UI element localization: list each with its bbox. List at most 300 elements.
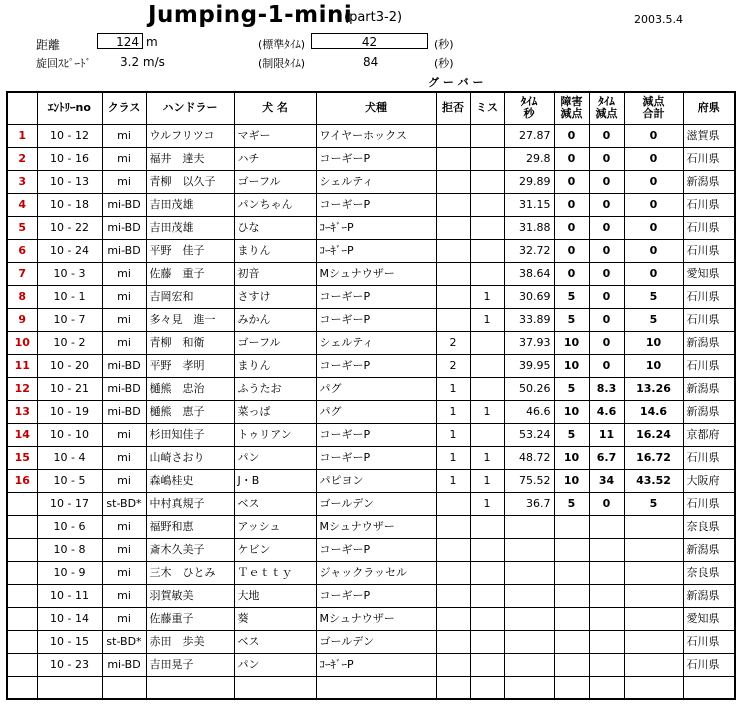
obstacle-fault-cell: 10 xyxy=(554,400,589,423)
results-table xyxy=(6,91,736,700)
time-fault-cell xyxy=(589,676,624,699)
entry-cell: 10 - 23 xyxy=(37,653,102,676)
time-cell: 46.6 xyxy=(504,400,554,423)
time-cell: 53.24 xyxy=(504,423,554,446)
breed-cell: コーギーP xyxy=(316,285,436,308)
refusal-cell xyxy=(436,262,470,285)
rank-cell: 2 xyxy=(7,147,37,170)
rank-cell xyxy=(7,630,37,653)
refusal-cell xyxy=(436,630,470,653)
class-cell: mi-BD xyxy=(102,653,146,676)
prefecture-cell: 石川県 xyxy=(683,653,735,676)
handler-cell: 福井 達夫 xyxy=(146,147,234,170)
miss-cell xyxy=(470,630,504,653)
miss-cell xyxy=(470,147,504,170)
time-fault-cell: 4.6 xyxy=(589,400,624,423)
class-cell: mi xyxy=(102,446,146,469)
dog-name-cell: ふうたお xyxy=(234,377,316,400)
dog-name-cell xyxy=(234,676,316,699)
table-row xyxy=(7,676,735,699)
table-header-row xyxy=(7,92,735,124)
handler-cell: 樋熊 恵子 xyxy=(146,400,234,423)
time-cell: 32.72 xyxy=(504,239,554,262)
table-row xyxy=(7,538,735,561)
rank-cell xyxy=(7,538,37,561)
miss-cell xyxy=(470,216,504,239)
prefecture-cell: 石川県 xyxy=(683,308,735,331)
table-row xyxy=(7,630,735,653)
obstacle-fault-cell: 0 xyxy=(554,124,589,147)
refusal-cell xyxy=(436,607,470,630)
table-row xyxy=(7,308,735,331)
entry-cell: 10 - 13 xyxy=(37,170,102,193)
entry-cell: 10 - 4 xyxy=(37,446,102,469)
time-cell: 31.88 xyxy=(504,216,554,239)
breed-cell: Mシュナウザー xyxy=(316,607,436,630)
total-fault-cell xyxy=(624,561,683,584)
entry-cell: 10 - 17 xyxy=(37,492,102,515)
time-cell: 37.93 xyxy=(504,331,554,354)
table-row xyxy=(7,423,735,446)
limit-time-label: (制限ﾀｲﾑ) xyxy=(258,57,306,70)
miss-cell xyxy=(470,607,504,630)
standard-time-value: 42 xyxy=(311,33,428,49)
rank-cell xyxy=(7,515,37,538)
time-fault-cell xyxy=(589,607,624,630)
rank-cell xyxy=(7,676,37,699)
total-fault-cell xyxy=(624,584,683,607)
handler-cell: 福野和恵 xyxy=(146,515,234,538)
refusal-cell xyxy=(436,584,470,607)
time-fault-cell xyxy=(589,653,624,676)
prefecture-cell: 石川県 xyxy=(683,216,735,239)
time-fault-cell xyxy=(589,515,624,538)
handler-cell: 吉岡宏和 xyxy=(146,285,234,308)
entry-cell: 10 - 3 xyxy=(37,262,102,285)
time-cell xyxy=(504,607,554,630)
dog-name-cell: マギー xyxy=(234,124,316,147)
refusal-cell xyxy=(436,216,470,239)
total-fault-cell: 0 xyxy=(624,124,683,147)
speed-label: 旋回ｽﾋﾟｰﾄﾞ xyxy=(36,57,91,70)
miss-cell: 1 xyxy=(470,469,504,492)
class-cell: mi xyxy=(102,584,146,607)
dog-name-cell: 大地 xyxy=(234,584,316,607)
total-fault-cell: 0 xyxy=(624,170,683,193)
entry-cell: 10 - 22 xyxy=(37,216,102,239)
entry-cell: 10 - 18 xyxy=(37,193,102,216)
handler-cell: 吉田茂雄 xyxy=(146,216,234,239)
table-row xyxy=(7,193,735,216)
handler-cell: 佐藤重子 xyxy=(146,607,234,630)
prefecture-cell: 京都府 xyxy=(683,423,735,446)
miss-cell xyxy=(470,170,504,193)
breed-cell: ｺｰｷﾞｰP xyxy=(316,216,436,239)
total-fault-cell: 10 xyxy=(624,331,683,354)
dog-name-cell: アッシュ xyxy=(234,515,316,538)
dog-name-cell: ハチ xyxy=(234,147,316,170)
refusal-cell xyxy=(436,285,470,308)
refusal-cell xyxy=(436,492,470,515)
group-label: グ ー バ ー xyxy=(428,76,484,89)
header-prefecture: 府県 xyxy=(683,92,735,124)
time-cell xyxy=(504,515,554,538)
dog-name-cell: 初音 xyxy=(234,262,316,285)
limit-time-unit: (秒) xyxy=(434,57,454,70)
time-cell xyxy=(504,584,554,607)
breed-cell: パグ xyxy=(316,377,436,400)
speed-value: 3.2 m/s xyxy=(120,55,165,69)
dog-name-cell: パン xyxy=(234,653,316,676)
total-fault-cell xyxy=(624,653,683,676)
class-cell: mi-BD xyxy=(102,216,146,239)
time-cell: 31.15 xyxy=(504,193,554,216)
obstacle-fault-cell: 10 xyxy=(554,446,589,469)
dog-name-cell: ベス xyxy=(234,630,316,653)
class-cell: mi xyxy=(102,331,146,354)
time-fault-cell xyxy=(589,538,624,561)
total-fault-cell xyxy=(624,630,683,653)
time-cell xyxy=(504,676,554,699)
refusal-cell: 2 xyxy=(436,354,470,377)
rank-cell xyxy=(7,492,37,515)
distance-unit: m xyxy=(146,35,158,49)
refusal-cell: 1 xyxy=(436,377,470,400)
time-cell: 48.72 xyxy=(504,446,554,469)
time-fault-cell: 0 xyxy=(589,239,624,262)
time-fault-cell: 0 xyxy=(589,170,624,193)
class-cell: mi xyxy=(102,607,146,630)
refusal-cell: 1 xyxy=(436,446,470,469)
dog-name-cell: パン xyxy=(234,446,316,469)
refusal-cell xyxy=(436,147,470,170)
class-cell: mi-BD xyxy=(102,239,146,262)
prefecture-cell: 石川県 xyxy=(683,446,735,469)
obstacle-fault-cell: 0 xyxy=(554,147,589,170)
class-cell: mi xyxy=(102,469,146,492)
refusal-cell xyxy=(436,676,470,699)
total-fault-cell xyxy=(624,676,683,699)
obstacle-fault-cell: 0 xyxy=(554,216,589,239)
refusal-cell: 1 xyxy=(436,400,470,423)
header-refusal: 拒否 xyxy=(436,92,470,124)
prefecture-cell: 奈良県 xyxy=(683,515,735,538)
time-cell: 38.64 xyxy=(504,262,554,285)
rank-cell: 16 xyxy=(7,469,37,492)
obstacle-fault-cell xyxy=(554,676,589,699)
entry-cell: 10 - 19 xyxy=(37,400,102,423)
entry-cell: 10 - 15 xyxy=(37,630,102,653)
prefecture-cell: 新潟県 xyxy=(683,377,735,400)
refusal-cell: 1 xyxy=(436,423,470,446)
time-fault-cell xyxy=(589,561,624,584)
dog-name-cell: ひな xyxy=(234,216,316,239)
rank-cell: 9 xyxy=(7,308,37,331)
rank-cell xyxy=(7,607,37,630)
miss-cell: 1 xyxy=(470,285,504,308)
time-fault-cell xyxy=(589,630,624,653)
time-cell: 29.8 xyxy=(504,147,554,170)
prefecture-cell xyxy=(683,676,735,699)
miss-cell xyxy=(470,653,504,676)
handler-cell: 青柳 以久子 xyxy=(146,170,234,193)
header-dog: 犬 名 xyxy=(234,92,316,124)
time-fault-cell: 34 xyxy=(589,469,624,492)
prefecture-cell: 奈良県 xyxy=(683,561,735,584)
handler-cell: 多々見 進一 xyxy=(146,308,234,331)
miss-cell: 1 xyxy=(470,308,504,331)
refusal-cell xyxy=(436,561,470,584)
table-row xyxy=(7,400,735,423)
total-fault-cell: 0 xyxy=(624,216,683,239)
time-cell: 33.89 xyxy=(504,308,554,331)
breed-cell: Mシュナウザー xyxy=(316,515,436,538)
entry-cell: 10 - 7 xyxy=(37,308,102,331)
miss-cell xyxy=(470,354,504,377)
header-time: ﾀｲﾑ 秒 xyxy=(504,92,554,124)
breed-cell: ジャックラッセル xyxy=(316,561,436,584)
dog-name-cell: トゥリアン xyxy=(234,423,316,446)
dog-name-cell: J・B xyxy=(234,469,316,492)
obstacle-fault-cell xyxy=(554,653,589,676)
table-row xyxy=(7,561,735,584)
total-fault-cell: 0 xyxy=(624,147,683,170)
breed-cell: コーギーP xyxy=(316,308,436,331)
prefecture-cell: 石川県 xyxy=(683,354,735,377)
handler-cell: 杉田知佳子 xyxy=(146,423,234,446)
obstacle-fault-cell: 5 xyxy=(554,423,589,446)
prefecture-cell: 石川県 xyxy=(683,630,735,653)
obstacle-fault-cell: 5 xyxy=(554,377,589,400)
table-row xyxy=(7,492,735,515)
breed-cell: ｺｰｷﾞｰP xyxy=(316,653,436,676)
rank-cell: 14 xyxy=(7,423,37,446)
breed-cell: ｺｰｷﾞｰP xyxy=(316,239,436,262)
total-fault-cell: 43.52 xyxy=(624,469,683,492)
time-cell: 30.69 xyxy=(504,285,554,308)
class-cell: mi xyxy=(102,285,146,308)
header-time-fault: ﾀｲﾑ 減点 xyxy=(589,92,624,124)
time-fault-cell: 0 xyxy=(589,193,624,216)
obstacle-fault-cell xyxy=(554,607,589,630)
rank-cell xyxy=(7,584,37,607)
refusal-cell xyxy=(436,124,470,147)
time-fault-cell: 0 xyxy=(589,124,624,147)
event-date: 2003.5.4 xyxy=(634,13,683,26)
entry-cell: 10 - 20 xyxy=(37,354,102,377)
total-fault-cell: 5 xyxy=(624,308,683,331)
handler-cell: 吉田晃子 xyxy=(146,653,234,676)
breed-cell: ゴールデン xyxy=(316,630,436,653)
entry-cell xyxy=(37,676,102,699)
refusal-cell: 2 xyxy=(436,331,470,354)
obstacle-fault-cell: 0 xyxy=(554,262,589,285)
header-rank xyxy=(7,92,37,124)
miss-cell xyxy=(470,515,504,538)
class-cell xyxy=(102,676,146,699)
class-cell: mi xyxy=(102,538,146,561)
entry-cell: 10 - 9 xyxy=(37,561,102,584)
prefecture-cell: 新潟県 xyxy=(683,584,735,607)
class-cell: st-BD* xyxy=(102,630,146,653)
rank-cell: 4 xyxy=(7,193,37,216)
class-cell: mi-BD xyxy=(102,354,146,377)
handler-cell: 佐藤 重子 xyxy=(146,262,234,285)
miss-cell xyxy=(470,124,504,147)
dog-name-cell: 葵 xyxy=(234,607,316,630)
breed-cell: パグ xyxy=(316,400,436,423)
header-total-fault: 減点 合計 xyxy=(624,92,683,124)
obstacle-fault-cell: 10 xyxy=(554,469,589,492)
obstacle-fault-cell xyxy=(554,538,589,561)
time-fault-cell: 6.7 xyxy=(589,446,624,469)
class-cell: mi-BD xyxy=(102,193,146,216)
class-cell: mi-BD xyxy=(102,377,146,400)
total-fault-cell: 10 xyxy=(624,354,683,377)
refusal-cell xyxy=(436,239,470,262)
time-fault-cell: 0 xyxy=(589,331,624,354)
time-fault-cell xyxy=(589,584,624,607)
miss-cell xyxy=(470,584,504,607)
entry-cell: 10 - 21 xyxy=(37,377,102,400)
entry-cell: 10 - 8 xyxy=(37,538,102,561)
time-cell: 39.95 xyxy=(504,354,554,377)
refusal-cell xyxy=(436,193,470,216)
time-fault-cell: 0 xyxy=(589,285,624,308)
obstacle-fault-cell: 5 xyxy=(554,492,589,515)
obstacle-fault-cell: 5 xyxy=(554,285,589,308)
entry-cell: 10 - 1 xyxy=(37,285,102,308)
page-title: Jumping-1-mini xyxy=(148,2,353,28)
class-cell: mi xyxy=(102,308,146,331)
header-miss: ミス xyxy=(470,92,504,124)
miss-cell xyxy=(470,561,504,584)
prefecture-cell: 石川県 xyxy=(683,285,735,308)
time-cell: 29.89 xyxy=(504,170,554,193)
time-fault-cell: 0 xyxy=(589,492,624,515)
miss-cell xyxy=(470,676,504,699)
obstacle-fault-cell: 0 xyxy=(554,170,589,193)
handler-cell: 斎木久美子 xyxy=(146,538,234,561)
breed-cell: コーギーP xyxy=(316,193,436,216)
handler-cell: 中村真規子 xyxy=(146,492,234,515)
time-fault-cell: 0 xyxy=(589,354,624,377)
prefecture-cell: 新潟県 xyxy=(683,400,735,423)
total-fault-cell: 5 xyxy=(624,492,683,515)
rank-cell: 3 xyxy=(7,170,37,193)
dog-name-cell: まりん xyxy=(234,239,316,262)
rank-cell: 7 xyxy=(7,262,37,285)
standard-time-label: (標準ﾀｲﾑ) xyxy=(258,38,306,51)
handler-cell: 平野 佳子 xyxy=(146,239,234,262)
dog-name-cell: パンちゃん xyxy=(234,193,316,216)
total-fault-cell: 5 xyxy=(624,285,683,308)
class-cell: mi xyxy=(102,423,146,446)
obstacle-fault-cell xyxy=(554,515,589,538)
breed-cell: コーギーP xyxy=(316,354,436,377)
miss-cell xyxy=(470,193,504,216)
time-fault-cell: 0 xyxy=(589,147,624,170)
miss-cell xyxy=(470,538,504,561)
class-cell: mi xyxy=(102,262,146,285)
obstacle-fault-cell xyxy=(554,630,589,653)
table-row xyxy=(7,584,735,607)
handler-cell: 赤田 歩美 xyxy=(146,630,234,653)
total-fault-cell: 0 xyxy=(624,239,683,262)
handler-cell: 山崎さおり xyxy=(146,446,234,469)
time-fault-cell: 8.3 xyxy=(589,377,624,400)
time-fault-cell: 0 xyxy=(589,216,624,239)
rank-cell: 1 xyxy=(7,124,37,147)
dog-name-cell: Ｔｅｔｔｙ xyxy=(234,561,316,584)
breed-cell: シェルティ xyxy=(316,331,436,354)
prefecture-cell: 新潟県 xyxy=(683,538,735,561)
obstacle-fault-cell: 5 xyxy=(554,308,589,331)
time-fault-cell: 11 xyxy=(589,423,624,446)
header-breed: 犬種 xyxy=(316,92,436,124)
handler-cell: 吉田茂雄 xyxy=(146,193,234,216)
dog-name-cell: ケビン xyxy=(234,538,316,561)
table-row xyxy=(7,147,735,170)
miss-cell: 1 xyxy=(470,492,504,515)
miss-cell: 1 xyxy=(470,400,504,423)
breed-cell xyxy=(316,676,436,699)
dog-name-cell: さすけ xyxy=(234,285,316,308)
prefecture-cell: 石川県 xyxy=(683,193,735,216)
table-row xyxy=(7,469,735,492)
breed-cell: コーギーP xyxy=(316,423,436,446)
handler-cell: 三木 ひとみ xyxy=(146,561,234,584)
time-cell: 36.7 xyxy=(504,492,554,515)
rank-cell: 15 xyxy=(7,446,37,469)
class-cell: mi-BD xyxy=(102,400,146,423)
miss-cell xyxy=(470,262,504,285)
entry-cell: 10 - 2 xyxy=(37,331,102,354)
breed-cell: シェルティ xyxy=(316,170,436,193)
refusal-cell xyxy=(436,538,470,561)
total-fault-cell: 14.6 xyxy=(624,400,683,423)
table-row xyxy=(7,124,735,147)
rank-cell: 6 xyxy=(7,239,37,262)
dog-name-cell: まりん xyxy=(234,354,316,377)
class-cell: st-BD* xyxy=(102,492,146,515)
miss-cell xyxy=(470,239,504,262)
refusal-cell: 1 xyxy=(436,469,470,492)
total-fault-cell xyxy=(624,515,683,538)
header-entry: ｴﾝﾄﾘｰno xyxy=(37,92,102,124)
obstacle-fault-cell: 10 xyxy=(554,354,589,377)
class-cell: mi xyxy=(102,170,146,193)
handler-cell: 森嶋桂史 xyxy=(146,469,234,492)
prefecture-cell: 石川県 xyxy=(683,492,735,515)
dog-name-cell: ゴーフル xyxy=(234,170,316,193)
table-row xyxy=(7,653,735,676)
time-fault-cell: 0 xyxy=(589,308,624,331)
refusal-cell xyxy=(436,170,470,193)
standard-time-unit: (秒) xyxy=(434,38,454,51)
entry-cell: 10 - 12 xyxy=(37,124,102,147)
entry-cell: 10 - 5 xyxy=(37,469,102,492)
time-cell xyxy=(504,630,554,653)
prefecture-cell: 石川県 xyxy=(683,239,735,262)
limit-time-value: 84 xyxy=(363,55,379,69)
table-row xyxy=(7,377,735,400)
prefecture-cell: 滋賀県 xyxy=(683,124,735,147)
time-cell: 27.87 xyxy=(504,124,554,147)
prefecture-cell: 愛知県 xyxy=(683,262,735,285)
handler-cell: ウルフリツコ xyxy=(146,124,234,147)
rank-cell: 10 xyxy=(7,331,37,354)
